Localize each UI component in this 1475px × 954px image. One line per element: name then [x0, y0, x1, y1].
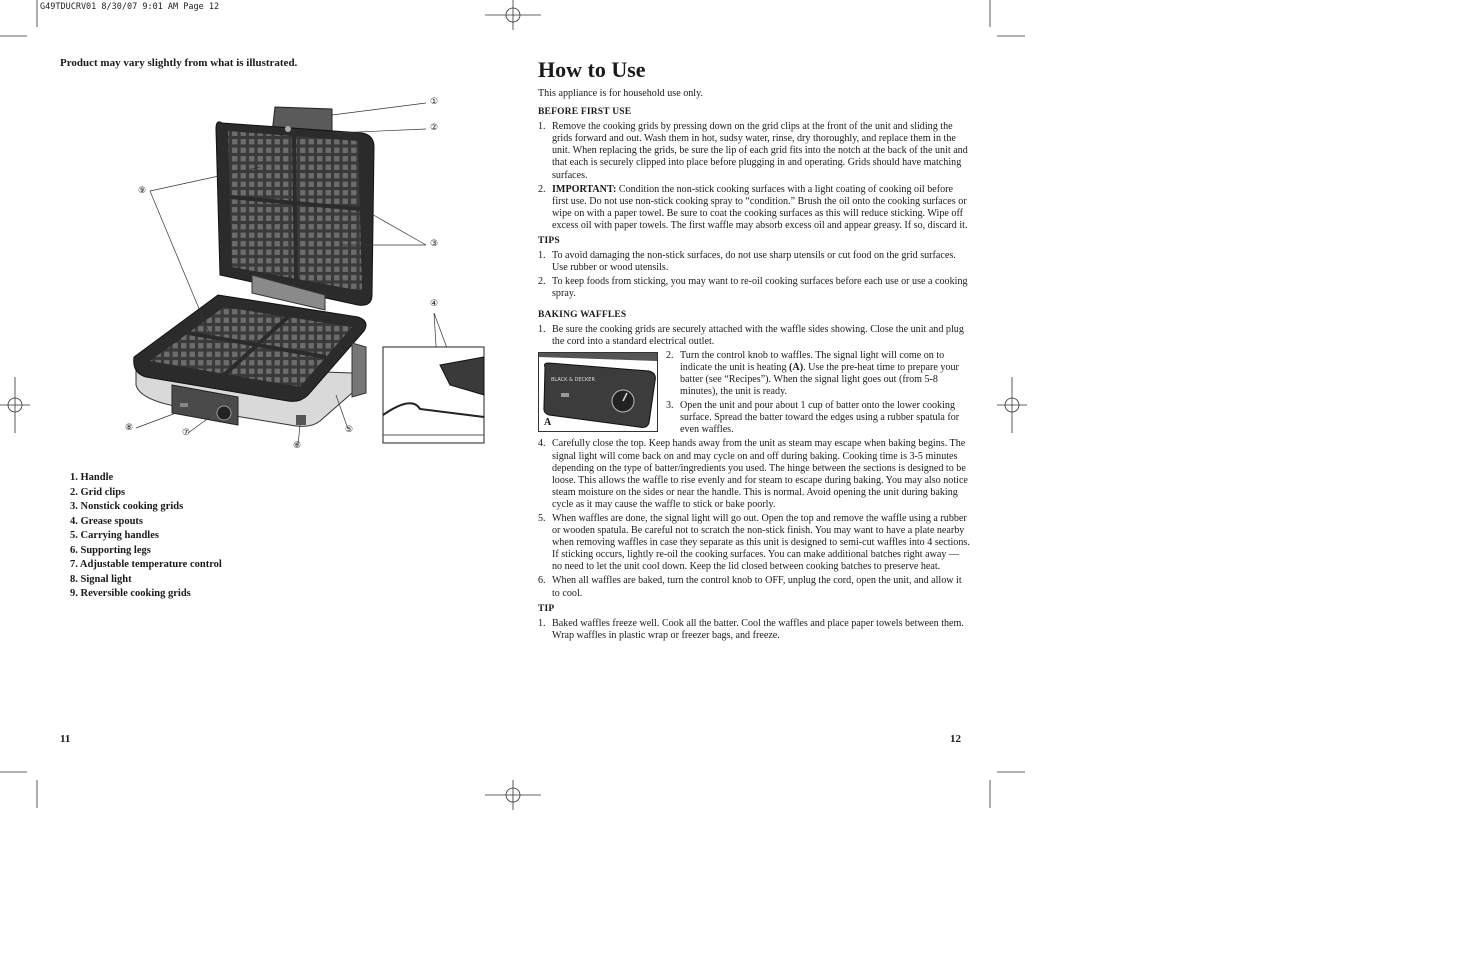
product-vary-note: Product may vary slightly from what is illustrated.	[60, 57, 298, 69]
callout-9: ⑨	[138, 186, 147, 196]
list-item: 1. Remove the cooking grids by pressing down on the grid clips at the front of the unit and sliding the grids forward and out. Wash them in hot, sudsy water, rinse, dry thoroughly, and replace them in the unit. When replacing the grids, be sure the lip of each grid fits into the notch at the back of the unit and that each is securely clipped into place before plugging in and operating. Grids should have matching surfaces.	[538, 121, 968, 181]
figure-label: A	[544, 416, 552, 428]
callout-7: ⑦	[182, 428, 191, 438]
waffle-maker-illustration	[120, 95, 495, 455]
section-heading-tip: TIP	[538, 603, 555, 614]
section-heading-before-first-use: BEFORE FIRST USE	[538, 107, 632, 118]
control-panel-figure-a	[538, 352, 658, 432]
registration-target-right	[997, 377, 1027, 433]
callout-6: ⑥	[293, 441, 302, 451]
list-item: 2. Grid clips	[70, 486, 126, 498]
list-item: 6. Supporting legs	[70, 544, 151, 556]
important-label: IMPORTANT:	[552, 183, 617, 195]
brand-text: BLACK & DECKER	[551, 376, 595, 383]
list-item: 5. Carrying handles	[70, 530, 159, 541]
printer-slug: G49TDUCRV01 8/30/07 9:01 AM Page 12	[40, 2, 220, 12]
list-item: 2. IMPORTANT: Condition the non-stick cooking surfaces with a light coating of cooking oil before first use. Do not use non-stick cooking spray to “condition.” Brush the oil onto the cooking surfaces or wipe on with a paper towel. Be sure to coat the cooking surfaces as this will reduce sticking. Wipe off excess oil with paper towels. The first waffle may absorb excess oil and appear greasy. If so, discard it.	[538, 183, 968, 231]
list-item: 3. Nonstick cooking grids	[70, 501, 184, 512]
list-item: 1. Baked waffles freeze well. Cook all the batter. Cool the waffles and place paper towels between them. Wrap waffles in plastic wrap or freezer bags, and freeze.	[538, 617, 964, 641]
list-item: 6. When all waffles are baked, turn the control knob to OFF, unplug the cord, open the unit, and allow it to cool.	[538, 575, 962, 599]
callout-3: ③	[430, 239, 439, 249]
how-to-use-column	[538, 58, 970, 644]
list-item: 9. Reversible cooking grids	[70, 588, 191, 599]
callout-4: ④	[430, 299, 439, 309]
callout-5: ⑤	[345, 425, 354, 435]
page-number-right: 12	[950, 733, 961, 745]
list-item: 1. To avoid damaging the non-stick surfaces, do not use sharp utensils or cut food on the grid surfaces. Use rubber or wood utensils.	[538, 250, 956, 274]
list-item: 5. When waffles are done, the signal light will go out. Open the top and remove the waffle using a rubber or wooden spatula. Be careful not to scratch the non-stick finish. You may want to have a plate nearby when removing waffles in case they separate as this unit is designed to semi-cut waffles into 4 sections. If sticking occurs, lightly re-oil the cooking surfaces. You can make additional batches right away — no need to let the unit cool down. Keep the lid closed between cooking batches to preserve heat.	[538, 513, 970, 573]
intro-text: This appliance is for household use only.	[538, 88, 704, 99]
registration-target-top	[485, 0, 541, 30]
section-heading-baking-waffles: BAKING WAFFLES	[538, 309, 627, 320]
parts-list	[70, 471, 222, 602]
page-title: How to Use	[538, 57, 646, 82]
registration-target-bottom	[485, 780, 541, 810]
list-item: 7. Adjustable temperature control	[70, 559, 222, 570]
list-item: 2. To keep foods from sticking, you may want to re-oil cooking surfaces before each use or use a cooking spray.	[538, 276, 968, 300]
callout-1: ①	[430, 97, 439, 107]
list-item: 4. Grease spouts	[70, 515, 144, 527]
list-item: 2. Turn the control knob to waffles. The signal light will come on to indicate the unit is heating (A). Use the pre-heat time to prepare your batter (see “Recipes”). When the signal light goes out (from 5-8 minutes), the unit is ready.	[666, 349, 959, 398]
list-item: 1. Be sure the cooking grids are securely attached with the waffle sides showing. Close the unit and plug the cord into a standard electrical outlet.	[538, 323, 964, 347]
section-heading-tips: TIPS	[538, 236, 560, 247]
page-number-left: 11	[60, 733, 71, 745]
list-item: 4. Carefully close the top. Keep hands away from the unit as steam may escape when baking begins. The signal light will come back on and may cycle on and off during baking. Cooking time is 3-5 minutes depending on the type of batter/ingredients you used. The hinge between the sections is designed to be loose. This allows the waffle to rise evenly and for steam to escape during baking. You may also notice steam moisture on the sides or near the handle. This is normal. Avoid opening the unit during baking cycle as it may cause the waffle to stick or bake poorly.	[538, 438, 968, 510]
control-panel-illustration	[539, 353, 657, 431]
callout-8: ⑧	[125, 423, 134, 433]
callout-2: ②	[430, 123, 439, 133]
list-item: 3. Open the unit and pour about 1 cup of batter onto the lower cooking surface. Spread the batter toward the edges using a rubber spatula for even waffles.	[666, 400, 960, 436]
registration-target-left	[0, 377, 30, 433]
list-item: 8. Signal light	[70, 573, 132, 585]
list-item: 1. Handle	[70, 472, 114, 483]
